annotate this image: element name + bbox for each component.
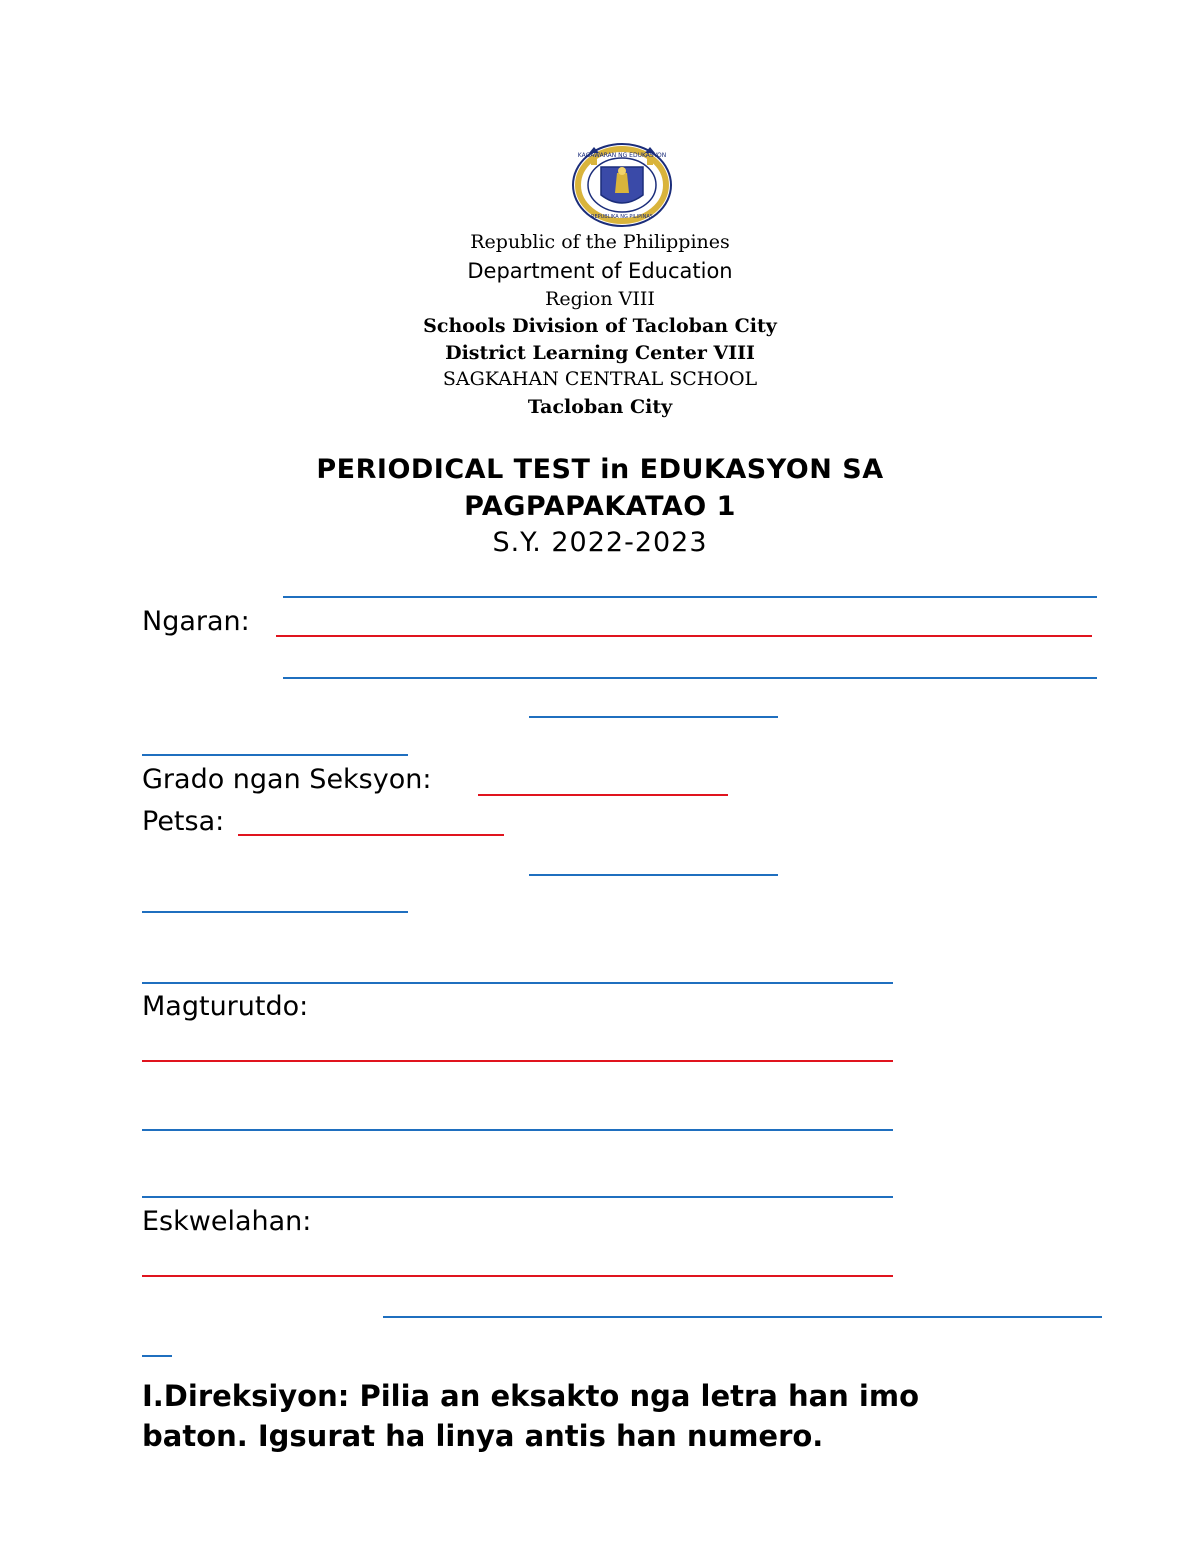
seal-bottom-text: REPUBLIKA NG PILIPINAS <box>591 214 653 220</box>
deped-seal-logo <box>571 143 673 227</box>
blank-line <box>142 982 893 984</box>
name-input-line[interactable] <box>276 635 1092 637</box>
header-division: Schools Division of Tacloban City <box>423 315 777 337</box>
date-label: Petsa: <box>142 806 225 837</box>
blank-line <box>142 754 408 756</box>
blank-line <box>283 596 1097 598</box>
blank-line <box>383 1316 1102 1318</box>
blank-line <box>283 677 1097 679</box>
school-label: Eskwelahan: <box>142 1206 312 1237</box>
school-input-line[interactable] <box>142 1275 893 1277</box>
title-line-1: PERIODICAL TEST in EDUKASYON SA <box>316 454 884 485</box>
title-line-2: PAGPAPAKATAO 1 <box>464 491 736 522</box>
header-school: SAGKAHAN CENTRAL SCHOOL <box>442 368 758 390</box>
blank-line <box>142 1129 893 1131</box>
teacher-input-line[interactable] <box>142 1060 893 1062</box>
school-year: S.Y. 2022-2023 <box>492 527 708 558</box>
header-republic: Republic of the Philippines <box>470 231 730 253</box>
seal-top-text: KAGAWARAN NG EDUKASYON <box>577 152 667 159</box>
grade-section-label: Grado ngan Seksyon: <box>142 764 432 795</box>
header-district: District Learning Center VIII <box>445 342 755 364</box>
name-label: Ngaran: <box>142 606 250 637</box>
date-input-line[interactable] <box>238 834 504 836</box>
directions-line-2: baton. Igsurat ha linya antis han numero. <box>142 1419 824 1453</box>
blank-line <box>142 1355 172 1357</box>
header-city: Tacloban City <box>527 396 673 418</box>
blank-line <box>529 874 778 876</box>
teacher-label: Magturutdo: <box>142 991 309 1022</box>
header-region: Region VIII <box>545 288 655 310</box>
blank-line <box>529 716 778 718</box>
grade-section-input-line[interactable] <box>478 794 728 796</box>
blank-line <box>142 1196 893 1198</box>
directions-line-1: I.Direksiyon: Pilia an eksakto nga letra han imo <box>142 1379 919 1413</box>
blank-line <box>142 911 408 913</box>
header-department: Department of Education <box>467 259 733 283</box>
